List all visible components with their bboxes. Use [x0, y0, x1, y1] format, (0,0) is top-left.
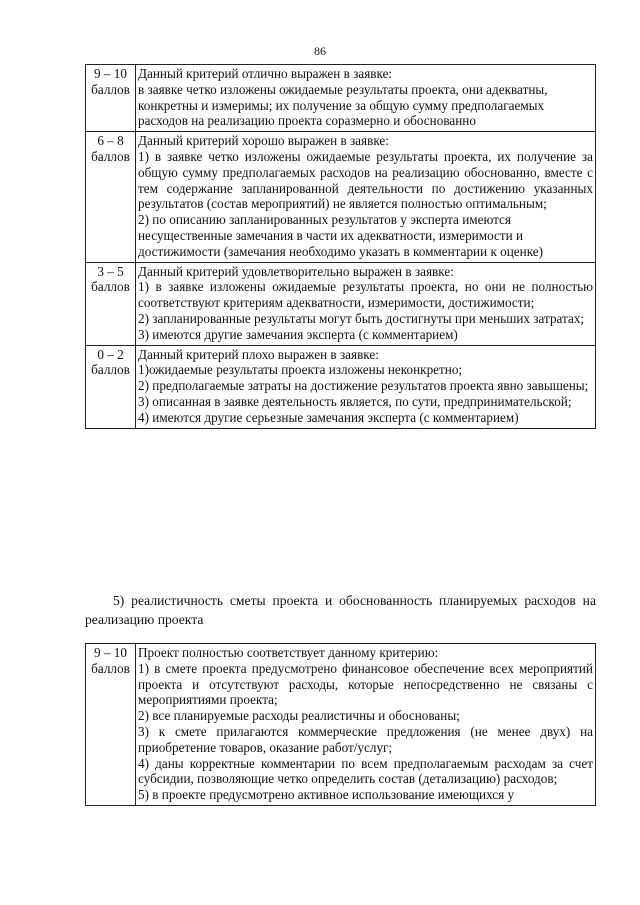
description-cell — [136, 262, 596, 345]
score-range: 3 – 5 — [97, 263, 124, 279]
criterion-item: 3) описанная в заявке деятельность является, по сути, предпринимательской; — [138, 393, 572, 409]
section-heading: 5) реалистичность сметы проекта и обоснованность планируемых расходов на реализацию проекта — [85, 593, 596, 627]
criteria-table-1 — [85, 64, 596, 429]
score-cell — [86, 345, 136, 428]
description-cell — [136, 132, 596, 262]
description-cell — [136, 644, 596, 806]
score-unit: баллов — [91, 279, 130, 295]
criteria-row — [86, 132, 596, 262]
description-cell — [136, 65, 596, 132]
score-cell — [86, 644, 136, 806]
criterion-item: 2) предполагаемые затраты на достижение результатов проекта явно завышены; — [138, 378, 589, 394]
criteria-row — [86, 65, 596, 132]
score-unit: баллов — [91, 148, 130, 164]
criterion-heading: Данный критерий плохо выражен в заявке: — [138, 346, 379, 362]
criteria-table-2 — [85, 643, 596, 806]
score-unit: баллов — [91, 660, 130, 676]
criterion-heading: Данный критерий отлично выражен в заявке: — [138, 66, 393, 81]
criterion-item: 5) в проекте предусмотрено активное использование имеющихся у — [138, 787, 515, 803]
criterion-item: 2) запланированные результаты могут быть достигнуты при меньших затратах; — [138, 310, 585, 326]
criterion-item: 1)ожидаемые результаты проекта изложены неконкретно; — [138, 362, 463, 378]
score-unit: баллов — [91, 362, 130, 378]
criterion-heading: Проект полностью соответствует данному критерию: — [138, 645, 439, 660]
score-range: 6 – 8 — [97, 133, 124, 149]
description-cell — [136, 345, 596, 428]
criterion-item: 1) в заявке четко изложены ожидаемые результаты проекта, их получение за общую сумму предполагаемых расходов на реализацию обоснованно, вместе с тем содержание запланированной деятельности по достижению указанных результатов (состав мероприятий) не является полностью оптимальным; — [138, 148, 593, 212]
criteria-row — [86, 644, 596, 806]
criterion-item: 3) к смете прилагаются коммерческие предложения (не менее двух) на приобретение товаров, оказание работ/услуг; — [138, 723, 593, 755]
score-cell — [86, 262, 136, 345]
criterion-heading: Данный критерий хорошо выражен в заявке: — [138, 133, 389, 149]
criterion-heading: Данный критерий удовлетворительно выражен в заявке: — [138, 263, 454, 279]
score-range: 9 – 10 — [94, 66, 127, 81]
criterion-item: 2) по описанию запланированных результатов у эксперта имеются несущественные замечания в части их адекватности, измеримости и достижимости (замечания необходимо указать в комментарии к оценке) — [138, 212, 544, 259]
criterion-item: 3) имеются другие замечания эксперта (с комментарием) — [138, 326, 458, 342]
score-cell — [86, 132, 136, 262]
score-cell — [86, 65, 136, 132]
criteria-row — [86, 345, 596, 428]
criterion-item: 4) даны корректные комментарии по всем предполагаемым расходам за счет субсидии, позволяющие четко определить состав (детализацию) расходов; — [138, 755, 593, 787]
criteria-row — [86, 262, 596, 345]
criterion-item: 1) в заявке изложены ожидаемые результаты проекта, но они не полностью соответствуют критериям адекватности, измеримости, достижимости; — [138, 279, 593, 311]
criterion-item: в заявке четко изложены ожидаемые результаты проекта, они адекватны, конкретны и измеримы; их получение за общую сумму предполагаемых расходов на реализацию проекта соразмерно и обоснованно — [138, 81, 548, 129]
score-range: 0 – 2 — [97, 346, 124, 362]
criterion-item: 4) имеются другие серьезные замечания эксперта (с комментарием) — [138, 409, 519, 425]
score-range: 9 – 10 — [94, 645, 127, 660]
score-unit: баллов — [91, 81, 130, 97]
criterion-item: 2) все планируемые расходы реалистичны и обоснованы; — [138, 708, 460, 724]
criterion-item: 1) в смете проекта предусмотрено финансовое обеспечение всех мероприятий проекта и отсутствуют расходы, которые непосредственно не связаны с мероприятиями проекта; — [138, 660, 593, 708]
page-number: 86 — [314, 44, 326, 58]
